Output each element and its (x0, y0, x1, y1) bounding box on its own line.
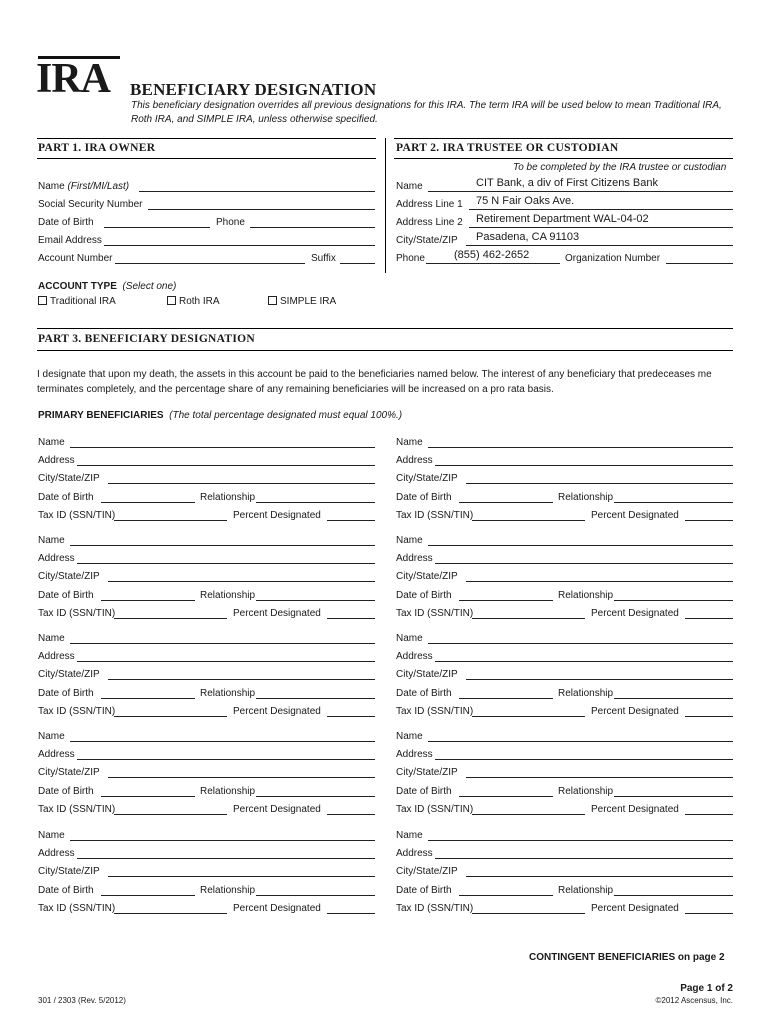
beneficiary-1-left-name-label: Name (38, 437, 65, 448)
custodian-org-field[interactable] (666, 263, 733, 264)
beneficiary-1-right-address-label: Address (396, 455, 433, 467)
beneficiary-1-left-relationship-label: Relationship (200, 491, 256, 503)
beneficiary-1-left-city-label: City/State/ZIP (38, 473, 100, 485)
owner-name-label: Name (First/MI/Last) (38, 181, 130, 192)
beneficiary-2-right-percent-field[interactable] (685, 618, 733, 619)
beneficiary-2-right-taxid-label: Tax ID (SSN/TIN) (396, 607, 474, 619)
beneficiary-2-left-percent-label: Percent Designated (233, 607, 321, 619)
custodian-name-field[interactable] (428, 191, 733, 192)
beneficiary-3-right-name-field[interactable] (428, 643, 733, 644)
beneficiary-4-left-address-field[interactable] (77, 759, 375, 760)
owner-ssn-label: Social Security Number (38, 199, 143, 210)
beneficiary-4-left-name-label: Name (38, 731, 65, 742)
beneficiary-4-right-taxid-field[interactable] (472, 814, 585, 815)
part1-bottom-rule (37, 158, 376, 159)
beneficiary-4-right-dob-label: Date of Birth (396, 785, 452, 797)
owner-account-field[interactable] (115, 263, 305, 264)
ira-title: IRA (36, 56, 111, 102)
beneficiary-4-left-name-field[interactable] (70, 741, 375, 742)
beneficiary-4-left-taxid-label: Tax ID (SSN/TIN) (38, 803, 116, 815)
custodian-addr1-field[interactable] (469, 209, 733, 210)
beneficiary-4-right-percent-field[interactable] (685, 814, 733, 815)
beneficiary-4-left-relationship-label: Relationship (200, 785, 256, 797)
beneficiary-3-left-relationship-field[interactable] (256, 698, 375, 699)
beneficiary-5-right-percent-field[interactable] (685, 913, 733, 914)
beneficiary-5-left-percent-field[interactable] (327, 913, 375, 914)
part3-title: PART 3. BENEFICIARY DESIGNATION (38, 333, 256, 345)
beneficiary-3-left-address-label: Address (38, 651, 75, 663)
beneficiary-1-left-percent-label: Percent Designated (233, 509, 321, 521)
beneficiary-5-right-city-label: City/State/ZIP (396, 866, 458, 878)
beneficiary-3-right-relationship-field[interactable] (614, 698, 733, 699)
part1-title: PART 1. IRA OWNER (38, 142, 156, 154)
beneficiary-3-right-city-label: City/State/ZIP (396, 669, 458, 681)
beneficiary-5-right-relationship-field[interactable] (614, 895, 733, 896)
beneficiary-5-left-address-field[interactable] (77, 858, 375, 859)
beneficiary-3-right-relationship-label: Relationship (558, 687, 614, 699)
beneficiary-4-left-address-label: Address (38, 749, 75, 761)
owner-dob-label: Date of Birth (38, 217, 94, 228)
beneficiary-4-left-dob-label: Date of Birth (38, 785, 94, 797)
beneficiary-1-left-percent-field[interactable] (327, 520, 375, 521)
beneficiary-1-right-name-label: Name (396, 437, 423, 448)
traditional-ira-checkbox[interactable] (38, 296, 47, 305)
beneficiary-4-left-relationship-field[interactable] (256, 796, 375, 797)
beneficiary-2-right-relationship-field[interactable] (614, 600, 733, 601)
beneficiary-4-right-name-label: Name (396, 731, 423, 742)
beneficiary-5-left-percent-label: Percent Designated (233, 902, 321, 914)
beneficiary-3-left-percent-field[interactable] (327, 716, 375, 717)
beneficiary-5-right-name-field[interactable] (428, 840, 733, 841)
beneficiary-1-right-relationship-label: Relationship (558, 491, 614, 503)
beneficiary-2-left-city-field[interactable] (108, 581, 375, 582)
owner-ssn-field[interactable] (148, 209, 375, 210)
custodian-city-field[interactable] (466, 245, 733, 246)
custodian-addr1-label: Address Line 1 (396, 199, 463, 210)
beneficiary-2-left-taxid-field[interactable] (114, 618, 227, 619)
owner-account-label: Account Number (38, 253, 113, 264)
beneficiary-1-right-taxid-field[interactable] (472, 520, 585, 521)
part3-top-rule (37, 328, 733, 329)
beneficiary-1-right-address-field[interactable] (435, 465, 733, 466)
beneficiary-1-right-dob-field[interactable] (459, 502, 553, 503)
beneficiary-1-left-address-field[interactable] (77, 465, 375, 466)
beneficiary-3-right-dob-field[interactable] (459, 698, 553, 699)
beneficiary-3-right-address-field[interactable] (435, 661, 733, 662)
beneficiary-5-left-city-label: City/State/ZIP (38, 866, 100, 878)
beneficiary-3-left-dob-field[interactable] (101, 698, 195, 699)
beneficiary-4-right-city-field[interactable] (466, 777, 733, 778)
part2-bottom-rule (394, 158, 733, 159)
custodian-city-label: City/State/ZIP (396, 235, 458, 246)
owner-phone-field[interactable] (250, 227, 375, 228)
beneficiary-3-right-name-label: Name (396, 633, 423, 644)
beneficiary-3-right-city-field[interactable] (466, 679, 733, 680)
owner-name-field[interactable] (139, 191, 375, 192)
beneficiary-5-right-name-label: Name (396, 830, 423, 841)
beneficiary-2-right-city-field[interactable] (466, 581, 733, 582)
beneficiary-1-left-name-field[interactable] (70, 447, 375, 448)
beneficiary-2-right-dob-label: Date of Birth (396, 589, 452, 601)
beneficiary-1-right-relationship-field[interactable] (614, 502, 733, 503)
part1-top-rule (37, 138, 376, 139)
beneficiary-2-right-relationship-label: Relationship (558, 589, 614, 601)
beneficiary-2-right-name-field[interactable] (428, 545, 733, 546)
beneficiary-1-left-dob-label: Date of Birth (38, 491, 94, 503)
beneficiary-5-left-relationship-label: Relationship (200, 884, 256, 896)
beneficiary-1-left-taxid-field[interactable] (114, 520, 227, 521)
beneficiary-3-right-address-label: Address (396, 651, 433, 663)
custodian-addr1-value: 75 N Fair Oaks Ave. (476, 195, 575, 207)
beneficiary-1-left-dob-field[interactable] (101, 502, 195, 503)
owner-email-label: Email Address (38, 235, 102, 246)
form-title: BENEFICIARY DESIGNATION (130, 80, 377, 99)
beneficiary-4-right-city-label: City/State/ZIP (396, 767, 458, 779)
beneficiary-5-left-address-label: Address (38, 848, 75, 860)
beneficiary-2-right-dob-field[interactable] (459, 600, 553, 601)
owner-suffix-field[interactable] (340, 263, 375, 264)
beneficiary-2-left-dob-label: Date of Birth (38, 589, 94, 601)
custodian-addr2-value: Retirement Department WAL-04-02 (476, 213, 649, 225)
contingent-note: CONTINGENT BENEFICIARIES on page 2 (529, 952, 725, 963)
beneficiary-1-left-taxid-label: Tax ID (SSN/TIN) (38, 509, 116, 521)
beneficiary-1-right-percent-label: Percent Designated (591, 509, 679, 521)
owner-suffix-label: Suffix (311, 253, 336, 264)
form-number: 301 / 2303 (Rev. 5/2012) (38, 996, 126, 1005)
beneficiary-3-left-name-label: Name (38, 633, 65, 644)
beneficiary-4-left-city-label: City/State/ZIP (38, 767, 100, 779)
beneficiary-3-left-name-field[interactable] (70, 643, 375, 644)
beneficiary-3-left-percent-label: Percent Designated (233, 705, 321, 717)
page-number: Page 1 of 2 (680, 983, 733, 994)
beneficiary-3-left-city-field[interactable] (108, 679, 375, 680)
beneficiary-2-left-city-label: City/State/ZIP (38, 571, 100, 583)
primary-beneficiaries-title: PRIMARY BENEFICIARIES (The total percentage designated must equal 100%.) (38, 410, 403, 421)
beneficiary-2-left-relationship-field[interactable] (256, 600, 375, 601)
designation-statement: I designate that upon my death, the assets in this account be paid to the beneficiaries named below. The interest of any beneficiary that predeceases me terminates completely, and the percentage share of any remaining beneficiaries will be increased on a pro rata basis. (37, 369, 712, 395)
intro-text: This beneficiary designation overrides all previous designations for this IRA. The term IRA will be used below to mean Traditional IRA, Roth IRA, and SIMPLE IRA, unless otherwise specified. (131, 100, 722, 125)
beneficiary-5-right-taxid-label: Tax ID (SSN/TIN) (396, 902, 474, 914)
beneficiary-2-right-address-label: Address (396, 553, 433, 565)
beneficiary-5-left-dob-label: Date of Birth (38, 884, 94, 896)
beneficiary-1-left-address-label: Address (38, 455, 75, 467)
custodian-phone-field[interactable] (426, 263, 560, 264)
column-divider (385, 138, 386, 273)
custodian-name-value: CIT Bank, a div of First Citizens Bank (476, 177, 658, 189)
beneficiary-2-right-percent-label: Percent Designated (591, 607, 679, 619)
beneficiary-3-left-address-field[interactable] (77, 661, 375, 662)
beneficiary-5-right-taxid-field[interactable] (472, 913, 585, 914)
beneficiary-5-right-address-field[interactable] (435, 858, 733, 859)
custodian-name-label: Name (396, 181, 423, 192)
part2-title: PART 2. IRA TRUSTEE OR CUSTODIAN (396, 142, 619, 154)
owner-email-field[interactable] (104, 245, 375, 246)
beneficiary-5-left-name-field[interactable] (70, 840, 375, 841)
beneficiary-4-right-name-field[interactable] (428, 741, 733, 742)
beneficiary-3-left-taxid-field[interactable] (114, 716, 227, 717)
beneficiary-3-right-percent-field[interactable] (685, 716, 733, 717)
beneficiary-2-right-taxid-field[interactable] (472, 618, 585, 619)
beneficiary-4-left-percent-label: Percent Designated (233, 803, 321, 815)
beneficiary-2-right-city-label: City/State/ZIP (396, 571, 458, 583)
beneficiary-4-right-relationship-label: Relationship (558, 785, 614, 797)
custodian-org-label: Organization Number (565, 253, 661, 264)
beneficiary-5-left-city-field[interactable] (108, 876, 375, 877)
beneficiary-2-left-taxid-label: Tax ID (SSN/TIN) (38, 607, 116, 619)
beneficiary-3-left-city-label: City/State/ZIP (38, 669, 100, 681)
beneficiary-4-left-taxid-field[interactable] (114, 814, 227, 815)
beneficiary-5-left-dob-field[interactable] (101, 895, 195, 896)
beneficiary-4-left-percent-field[interactable] (327, 814, 375, 815)
beneficiary-2-left-dob-field[interactable] (101, 600, 195, 601)
beneficiary-3-left-dob-label: Date of Birth (38, 687, 94, 699)
beneficiary-2-right-address-field[interactable] (435, 563, 733, 564)
beneficiary-4-right-percent-label: Percent Designated (591, 803, 679, 815)
beneficiary-5-right-city-field[interactable] (466, 876, 733, 877)
beneficiary-5-right-relationship-label: Relationship (558, 884, 614, 896)
owner-dob-field[interactable] (104, 227, 210, 228)
beneficiary-4-right-address-label: Address (396, 749, 433, 761)
part2-top-rule (394, 138, 733, 139)
beneficiary-1-right-name-field[interactable] (428, 447, 733, 448)
beneficiary-4-right-taxid-label: Tax ID (SSN/TIN) (396, 803, 474, 815)
custodian-addr2-label: Address Line 2 (396, 217, 463, 228)
part2-subtitle: To be completed by the IRA trustee or custodian (513, 162, 727, 173)
beneficiary-2-left-name-field[interactable] (70, 545, 375, 546)
beneficiary-1-left-city-field[interactable] (108, 483, 375, 484)
owner-phone-label: Phone (216, 217, 245, 228)
beneficiary-3-right-dob-label: Date of Birth (396, 687, 452, 699)
beneficiary-2-left-address-field[interactable] (77, 563, 375, 564)
beneficiary-2-left-relationship-label: Relationship (200, 589, 256, 601)
beneficiary-2-left-percent-field[interactable] (327, 618, 375, 619)
part3-bottom-rule (37, 350, 733, 351)
option-simple-ira[interactable]: SIMPLE IRA (268, 296, 336, 307)
beneficiary-1-left-relationship-field[interactable] (256, 502, 375, 503)
roth-ira-checkbox[interactable] (167, 296, 176, 305)
beneficiary-4-left-dob-field[interactable] (101, 796, 195, 797)
account-type-title: ACCOUNT TYPE (Select one) (38, 281, 177, 292)
beneficiary-4-left-city-field[interactable] (108, 777, 375, 778)
beneficiary-5-left-taxid-field[interactable] (114, 913, 227, 914)
beneficiary-5-right-dob-label: Date of Birth (396, 884, 452, 896)
beneficiary-5-right-percent-label: Percent Designated (591, 902, 679, 914)
beneficiary-1-right-taxid-label: Tax ID (SSN/TIN) (396, 509, 474, 521)
beneficiary-3-right-percent-label: Percent Designated (591, 705, 679, 717)
beneficiary-4-right-dob-field[interactable] (459, 796, 553, 797)
beneficiary-4-right-address-field[interactable] (435, 759, 733, 760)
custodian-phone-value: (855) 462-2652 (454, 249, 530, 261)
beneficiary-1-right-city-field[interactable] (466, 483, 733, 484)
beneficiary-3-left-taxid-label: Tax ID (SSN/TIN) (38, 705, 116, 717)
custodian-city-value: Pasadena, CA 91103 (476, 231, 580, 243)
beneficiary-5-right-address-label: Address (396, 848, 433, 860)
option-roth-ira[interactable]: Roth IRA (167, 296, 220, 307)
beneficiary-3-left-relationship-label: Relationship (200, 687, 256, 699)
option-traditional-ira[interactable]: Traditional IRA (38, 296, 116, 307)
simple-ira-checkbox[interactable] (268, 296, 277, 305)
beneficiary-5-left-taxid-label: Tax ID (SSN/TIN) (38, 902, 116, 914)
custodian-phone-label: Phone (396, 253, 425, 264)
beneficiary-5-right-dob-field[interactable] (459, 895, 553, 896)
beneficiary-1-right-dob-label: Date of Birth (396, 491, 452, 503)
beneficiary-1-right-city-label: City/State/ZIP (396, 473, 458, 485)
beneficiary-4-right-relationship-field[interactable] (614, 796, 733, 797)
beneficiary-2-left-address-label: Address (38, 553, 75, 565)
beneficiary-1-right-percent-field[interactable] (685, 520, 733, 521)
custodian-addr2-field[interactable] (469, 227, 733, 228)
copyright: ©2012 Ascensus, Inc. (655, 996, 733, 1005)
beneficiary-3-right-taxid-field[interactable] (472, 716, 585, 717)
beneficiary-2-right-name-label: Name (396, 535, 423, 546)
beneficiary-5-left-name-label: Name (38, 830, 65, 841)
beneficiary-2-left-name-label: Name (38, 535, 65, 546)
beneficiary-3-right-taxid-label: Tax ID (SSN/TIN) (396, 705, 474, 717)
beneficiary-5-left-relationship-field[interactable] (256, 895, 375, 896)
